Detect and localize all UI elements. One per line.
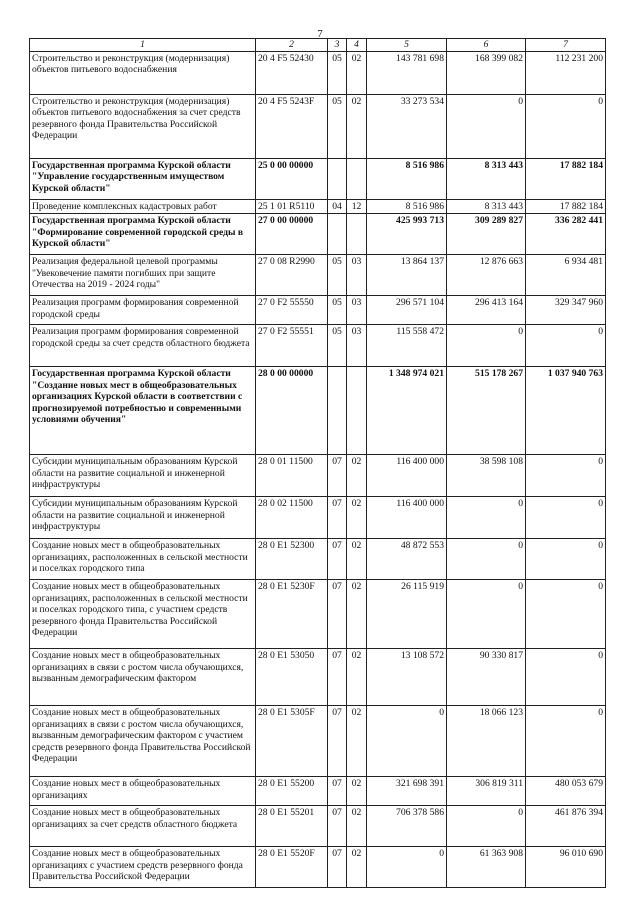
row-value-2023-cell: 706 378 586 bbox=[367, 806, 447, 847]
row-code-cell: 28 0 E1 53050 bbox=[256, 649, 328, 706]
row-value-2024-cell: 515 178 267 bbox=[447, 367, 526, 455]
row-value-2023-cell: 8 516 986 bbox=[367, 158, 447, 199]
header-col-4: 4 bbox=[347, 39, 367, 52]
row-value-2025-cell: 112 231 200 bbox=[526, 51, 606, 94]
row-value-2025-cell: 17 882 184 bbox=[526, 158, 606, 199]
row-subsection-cell bbox=[347, 367, 367, 455]
row-name-cell: Строительство и реконструкция (модернизация) объектов питьевого водоснабжения bbox=[30, 51, 256, 94]
row-name-cell: Создание новых мест в общеобразовательных организациях за счет средств областного бюджета bbox=[30, 806, 256, 847]
row-value-2023-cell: 1 348 974 021 bbox=[367, 367, 447, 455]
row-name-cell: Государственная программа Курской области "Формирование современной городской среды в Курской области" bbox=[30, 214, 256, 255]
table-row bbox=[30, 777, 606, 806]
row-name-cell: Создание новых мест в общеобразовательных организациях bbox=[30, 777, 256, 806]
table-row bbox=[30, 296, 606, 325]
row-section-cell: 07 bbox=[328, 580, 347, 649]
row-value-2023-cell: 115 558 472 bbox=[367, 325, 447, 367]
table-row bbox=[30, 455, 606, 497]
row-value-2025-cell: 461 876 394 bbox=[526, 806, 606, 847]
row-name-cell: Субсидии муниципальным образованиям Курской области на развитие социальной и инженерной инфраструктуры bbox=[30, 497, 256, 539]
row-code-cell: 20 4 F5 52430 bbox=[256, 51, 328, 94]
table-header-row bbox=[30, 39, 606, 52]
row-code-cell: 20 4 F5 5243F bbox=[256, 94, 328, 158]
table-row bbox=[30, 649, 606, 706]
row-subsection-cell bbox=[347, 158, 367, 199]
row-value-2025-cell: 329 347 960 bbox=[526, 296, 606, 325]
row-value-2023-cell: 0 bbox=[367, 847, 447, 888]
row-value-2023-cell: 13 864 137 bbox=[367, 255, 447, 296]
row-subsection-cell: 02 bbox=[347, 94, 367, 158]
row-code-cell: 25 1 01 R5110 bbox=[256, 199, 328, 214]
row-value-2024-cell: 8 313 443 bbox=[447, 199, 526, 214]
row-section-cell: 05 bbox=[328, 255, 347, 296]
row-value-2025-cell: 17 882 184 bbox=[526, 199, 606, 214]
table-row bbox=[30, 158, 606, 199]
row-value-2025-cell: 0 bbox=[526, 706, 606, 777]
row-section-cell: 07 bbox=[328, 847, 347, 888]
row-name-cell: Реализация программ формирования современной городской среды за счет средств областного бюджета bbox=[30, 325, 256, 367]
row-subsection-cell: 12 bbox=[347, 199, 367, 214]
table-row bbox=[30, 580, 606, 649]
row-section-cell: 05 bbox=[328, 94, 347, 158]
table-row bbox=[30, 255, 606, 296]
row-subsection-cell: 02 bbox=[347, 455, 367, 497]
row-value-2024-cell: 0 bbox=[447, 325, 526, 367]
row-subsection-cell: 02 bbox=[347, 649, 367, 706]
header-col-3: 3 bbox=[328, 39, 347, 52]
row-value-2024-cell: 38 598 108 bbox=[447, 455, 526, 497]
table-row bbox=[30, 706, 606, 777]
row-code-cell: 28 0 02 11500 bbox=[256, 497, 328, 539]
row-value-2024-cell: 306 819 311 bbox=[447, 777, 526, 806]
row-value-2025-cell: 1 037 940 763 bbox=[526, 367, 606, 455]
row-code-cell: 28 0 E1 5305F bbox=[256, 706, 328, 777]
row-name-cell: Государственная программа Курской области "Управление государственным имуществом Курской области" bbox=[30, 158, 256, 199]
row-code-cell: 28 0 E1 55201 bbox=[256, 806, 328, 847]
row-subsection-cell: 02 bbox=[347, 539, 367, 580]
row-name-cell: Строительство и реконструкция (модернизация) объектов питьевого водоснабжения за счет средств резервного фонда Правительства Российской Федерации bbox=[30, 94, 256, 158]
row-name-cell: Создание новых мест в общеобразовательных организациях, расположенных в сельской местности и поселках городского типа bbox=[30, 539, 256, 580]
table-row bbox=[30, 497, 606, 539]
row-value-2024-cell: 18 066 123 bbox=[447, 706, 526, 777]
row-name-cell: Создание новых мест в общеобразовательных организациях, расположенных в сельской местности и поселках городского типа, с участием средств резервного фонда Правительства Российской Федерации bbox=[30, 580, 256, 649]
row-value-2024-cell: 8 313 443 bbox=[447, 158, 526, 199]
row-name-cell: Проведение комплексных кадастровых работ bbox=[30, 199, 256, 214]
row-code-cell: 27 0 F2 55551 bbox=[256, 325, 328, 367]
row-section-cell: 07 bbox=[328, 649, 347, 706]
row-subsection-cell: 02 bbox=[347, 580, 367, 649]
row-code-cell: 27 0 00 00000 bbox=[256, 214, 328, 255]
row-value-2023-cell: 116 400 000 bbox=[367, 455, 447, 497]
row-section-cell bbox=[328, 214, 347, 255]
row-code-cell: 27 0 08 R2990 bbox=[256, 255, 328, 296]
row-value-2025-cell: 0 bbox=[526, 455, 606, 497]
row-value-2024-cell: 309 289 827 bbox=[447, 214, 526, 255]
row-value-2025-cell: 0 bbox=[526, 580, 606, 649]
row-subsection-cell: 02 bbox=[347, 777, 367, 806]
row-value-2024-cell: 61 363 908 bbox=[447, 847, 526, 888]
table-row bbox=[30, 214, 606, 255]
row-value-2025-cell: 0 bbox=[526, 539, 606, 580]
row-value-2023-cell: 425 993 713 bbox=[367, 214, 447, 255]
row-subsection-cell: 02 bbox=[347, 497, 367, 539]
row-name-cell: Субсидии муниципальным образованиям Курской области на развитие социальной и инженерной инфраструктуры bbox=[30, 455, 256, 497]
row-code-cell: 28 0 E1 55200 bbox=[256, 777, 328, 806]
row-section-cell: 04 bbox=[328, 199, 347, 214]
row-value-2023-cell: 13 108 572 bbox=[367, 649, 447, 706]
row-section-cell: 07 bbox=[328, 497, 347, 539]
row-value-2024-cell: 168 399 082 bbox=[447, 51, 526, 94]
row-value-2025-cell: 6 934 481 bbox=[526, 255, 606, 296]
row-value-2025-cell: 480 053 679 bbox=[526, 777, 606, 806]
row-subsection-cell: 03 bbox=[347, 296, 367, 325]
row-value-2024-cell: 90 330 817 bbox=[447, 649, 526, 706]
row-name-cell: Государственная программа Курской области "Создание новых мест в общеобразовательных организациях Курской области в соответствии с прогнозируемой потребностью и современными условиями обучения" bbox=[30, 367, 256, 455]
row-section-cell: 07 bbox=[328, 777, 347, 806]
row-section-cell: 05 bbox=[328, 51, 347, 94]
row-subsection-cell: 02 bbox=[347, 706, 367, 777]
row-name-cell: Реализация программ формирования современной городской среды bbox=[30, 296, 256, 325]
row-value-2024-cell: 0 bbox=[447, 580, 526, 649]
row-subsection-cell bbox=[347, 214, 367, 255]
row-section-cell: 05 bbox=[328, 296, 347, 325]
row-value-2025-cell: 0 bbox=[526, 497, 606, 539]
row-code-cell: 28 0 E1 5520F bbox=[256, 847, 328, 888]
budget-table bbox=[29, 38, 606, 888]
row-value-2023-cell: 8 516 986 bbox=[367, 199, 447, 214]
row-subsection-cell: 03 bbox=[347, 325, 367, 367]
row-name-cell: Реализация федеральной целевой программы "Увековечение памяти погибших при защите Отечества на 2019 - 2024 годы" bbox=[30, 255, 256, 296]
page-number: 7 bbox=[317, 28, 323, 40]
row-section-cell: 05 bbox=[328, 325, 347, 367]
row-section-cell: 07 bbox=[328, 806, 347, 847]
row-value-2023-cell: 321 698 391 bbox=[367, 777, 447, 806]
header-col-1: 1 bbox=[30, 39, 256, 52]
row-value-2023-cell: 0 bbox=[367, 706, 447, 777]
row-name-cell: Создание новых мест в общеобразовательных организациях в связи с ростом числа обучающихся, вызванным демографическим фактором с участием средств резервного фонда Правительства Российской Федерации bbox=[30, 706, 256, 777]
header-col-2: 2 bbox=[256, 39, 328, 52]
row-value-2023-cell: 33 273 534 bbox=[367, 94, 447, 158]
row-value-2025-cell: 336 282 441 bbox=[526, 214, 606, 255]
row-code-cell: 28 0 E1 5230F bbox=[256, 580, 328, 649]
row-subsection-cell: 02 bbox=[347, 847, 367, 888]
row-value-2024-cell: 12 876 663 bbox=[447, 255, 526, 296]
table-row bbox=[30, 51, 606, 94]
row-subsection-cell: 02 bbox=[347, 51, 367, 94]
row-value-2025-cell: 0 bbox=[526, 325, 606, 367]
header-col-6: 6 bbox=[447, 39, 526, 52]
table-row bbox=[30, 325, 606, 367]
row-value-2023-cell: 26 115 919 bbox=[367, 580, 447, 649]
row-section-cell: 07 bbox=[328, 706, 347, 777]
table-row bbox=[30, 94, 606, 158]
row-section-cell bbox=[328, 367, 347, 455]
row-code-cell: 27 0 F2 55550 bbox=[256, 296, 328, 325]
row-name-cell: Создание новых мест в общеобразовательных организациях с участием средств резервного фонда Правительства Российской Федерации bbox=[30, 847, 256, 888]
table-row bbox=[30, 199, 606, 214]
row-code-cell: 28 0 E1 52300 bbox=[256, 539, 328, 580]
row-name-cell: Создание новых мест в общеобразовательных организациях в связи с ростом числа обучающихся, вызванным демографическим фактором bbox=[30, 649, 256, 706]
row-section-cell bbox=[328, 158, 347, 199]
row-value-2024-cell: 296 413 164 bbox=[447, 296, 526, 325]
row-value-2023-cell: 116 400 000 bbox=[367, 497, 447, 539]
row-subsection-cell: 03 bbox=[347, 255, 367, 296]
row-code-cell: 25 0 00 00000 bbox=[256, 158, 328, 199]
header-col-7: 7 bbox=[526, 39, 606, 52]
table-row bbox=[30, 367, 606, 455]
row-value-2024-cell: 0 bbox=[447, 539, 526, 580]
row-value-2025-cell: 0 bbox=[526, 649, 606, 706]
row-value-2024-cell: 0 bbox=[447, 806, 526, 847]
table-row bbox=[30, 539, 606, 580]
row-subsection-cell: 02 bbox=[347, 806, 367, 847]
row-value-2024-cell: 0 bbox=[447, 497, 526, 539]
row-value-2024-cell: 0 bbox=[447, 94, 526, 158]
row-value-2023-cell: 296 571 104 bbox=[367, 296, 447, 325]
row-code-cell: 28 0 01 11500 bbox=[256, 455, 328, 497]
row-value-2023-cell: 143 781 698 bbox=[367, 51, 447, 94]
row-section-cell: 07 bbox=[328, 539, 347, 580]
header-col-5: 5 bbox=[367, 39, 447, 52]
row-value-2025-cell: 0 bbox=[526, 94, 606, 158]
table-row bbox=[30, 806, 606, 847]
row-code-cell: 28 0 00 00000 bbox=[256, 367, 328, 455]
row-value-2023-cell: 48 872 553 bbox=[367, 539, 447, 580]
row-section-cell: 07 bbox=[328, 455, 347, 497]
table-row bbox=[30, 847, 606, 888]
row-value-2025-cell: 96 010 690 bbox=[526, 847, 606, 888]
